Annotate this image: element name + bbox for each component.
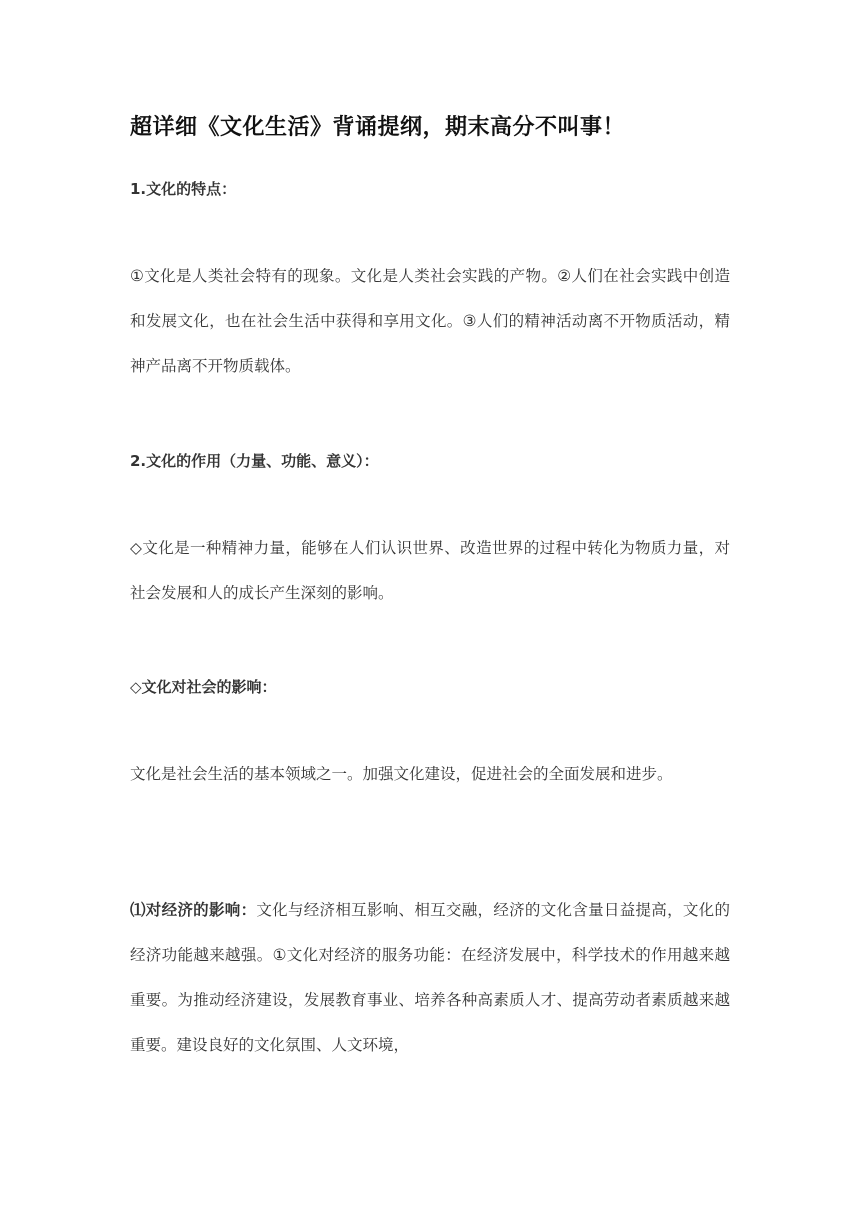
- page-title: 超详细《文化生活》背诵提纲，期末高分不叫事！: [130, 115, 626, 140]
- section-heading-culture-role: 2.文化的作用（力量、功能、意义）：: [130, 452, 379, 470]
- paragraph-culture-economy: [130, 888, 730, 1068]
- section-heading-culture-society: ◇文化对社会的影响：: [130, 678, 277, 696]
- section-heading-culture-features: 1.文化的特点：: [130, 180, 237, 198]
- paragraph-culture-society: 文化是社会生活的基本领域之一。加强文化建设，促进社会的全面发展和进步。: [130, 765, 673, 783]
- paragraph-culture-features: ①文化是人类社会特有的现象。文化是人类社会实践的产物。②人们在社会实践中创造和发展文化，也在社会生活中获得和享用文化。③人们的精神活动离不开物质活动，精神产品离不开物质载体。: [130, 267, 730, 375]
- paragraph-culture-role: ◇文化是一种精神力量，能够在人们认识世界、改造世界的过程中转化为物质力量，对社会发展和人的成长产生深刻的影响。: [130, 539, 730, 602]
- economy-body-text: 文化与经济相互影响、相互交融，经济的文化含量日益提高，文化的经济功能越来越强。①文化对经济的服务功能：在经济发展中，科学技术的作用越来越重要。为推动经济建设，发展教育事业、培养各种高素质人才、提高劳动者素质越来越重要。建设良好的文化氛围、人文环境，: [130, 901, 730, 1054]
- economy-lead-label: ⑴对经济的影响：: [130, 901, 257, 919]
